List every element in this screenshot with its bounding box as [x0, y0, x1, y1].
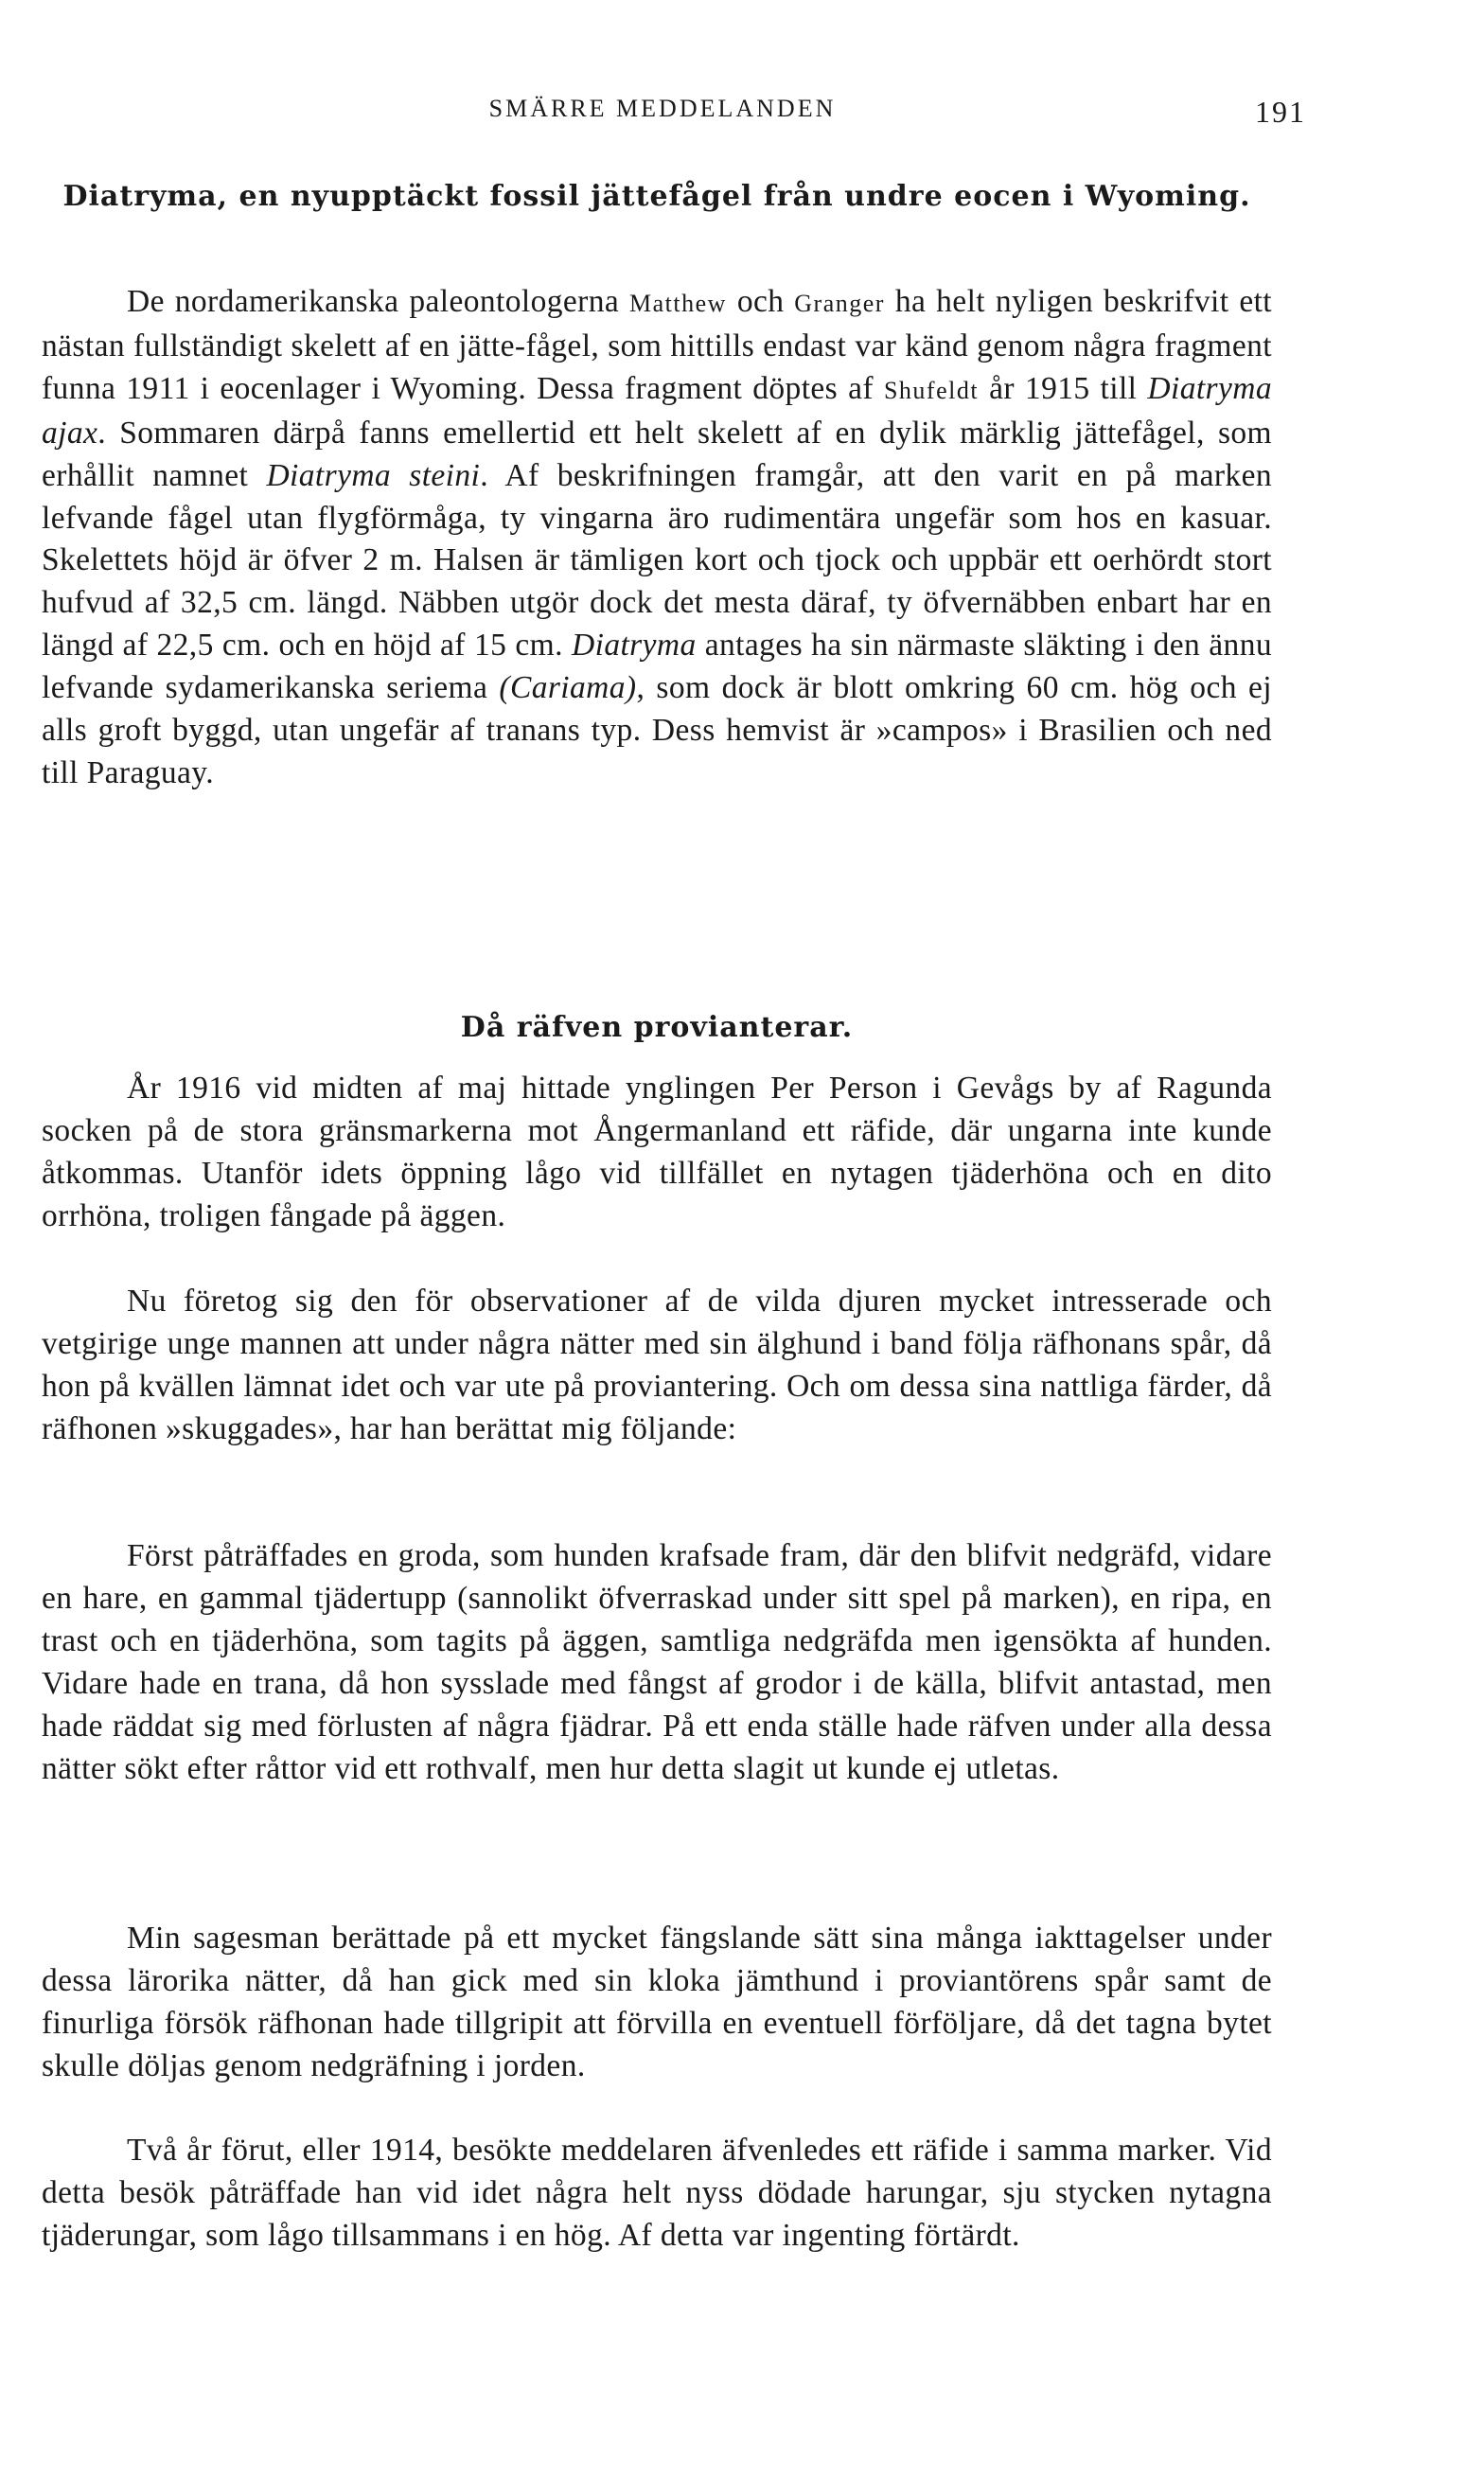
paragraph-diatryma: [42, 281, 1272, 795]
text-segment: . Af beskrifningen framgår, att den varit en på marken lefvande fågel utan flygförmåga, ty vingarna äro rudimentära ungefär som hos en kasuar. Skelettets höjd är öfver 2 m. Halsen är tämligen kort och tjock och uppbär ett oerhördt stort hufvud af 32,5 cm. längd. Näbben utgör dock det mesta däraf, ty öfvernäbben enbart har en längd af 22,5 cm. och en höjd af 15 cm.: [42, 457, 1273, 664]
paragraph-text: Nu företog sig den för observationer af de vilda djuren mycket intresserade och vetgirige unge mannen att under några nätter med sin älghund i band följa räfhonans spår, då hon på kvällen lämnat idet och var ute på proviantering. Och om dessa sina nattliga färder, då räfhonen »skuggades», har han berättat mig följande:: [42, 1284, 1272, 1446]
paragraph: [42, 2130, 1272, 2258]
author-name-matthew: Matthew: [629, 290, 727, 317]
section-title-diatryma: Diatryma, en nyupptäckt fossil jättefågel från undre eocen i Wyoming.: [62, 180, 1251, 213]
text-segment: De nordamerikanska paleontologerna: [127, 284, 630, 319]
species-name-diatryma-steini: Diatryma steini: [266, 457, 481, 493]
author-name-shufeldt: Shufeldt: [883, 376, 980, 404]
paragraph: [42, 1068, 1272, 1238]
text-segment: ha helt nyligen beskrifvit ett nästan fullständigt skelett af en jätte-fågel, som hittills endast var känd genom några fragment funna 1911 i eocenlager i Wyoming. Dessa fragment döptes af: [42, 284, 1272, 406]
author-name-granger: Granger: [794, 290, 885, 317]
paragraph-text: Två år förut, eller 1914, besökte meddelaren äfvenledes ett räfide i samma marker. Vid detta besök påträffade han vid idet några helt nyss dödade harungar, sju stycken nytagna tjäderungar, som lågo tillsammans i en hög. Af detta var ingenting förtärdt.: [42, 2133, 1272, 2253]
genus-name-cariama: (Cariama): [499, 670, 637, 706]
paragraph-text: År 1916 vid midten af maj hittade ynglingen Per Person i Gevågs by af Ragunda socken på de stora gränsmarkerna mot Ångermanland ett räfide, där ungarna inte kunde åtkommas. Utanför idets öppning lågo vid tillfället en nytagen tjäderhöna och en dito orrhöna, troligen fångade på äggen.: [42, 1071, 1272, 1233]
paragraph-text: Först påträffades en groda, som hunden krafsade fram, där den blifvit nedgräfd, vidare en hare, en gammal tjädertupp (sannolikt öfverraskad under sitt spel på marken), en ripa, en trast och en tjäderhöna, som tagits på äggen, samtliga nedgräfda men igensökta af hunden. Vidare hade en trana, då hon sysslade med fångst af grodor i de källa, blifvit antastad, men hade räddat sig med förlusten af några fjädrar. På ett enda ställe hade räfven under alla dessa nätter sökt efter råttor vid ett rothvalf, men hur detta slagit ut kunde ej utletas.: [42, 1538, 1272, 1786]
text-segment: år 1915 till: [979, 370, 1148, 406]
paragraph: [42, 1535, 1272, 1790]
paragraph: [42, 1918, 1272, 2088]
paragraph: [42, 1281, 1272, 1451]
text-segment: antages ha sin närmaste släkting i den ännu lefvande sydamerikanska seriema: [42, 628, 1272, 706]
text-segment: och: [726, 284, 795, 319]
section-title-rafven: Då räfven provianterar.: [460, 1011, 854, 1044]
text-segment: , som dock är blott omkring 60 cm. hög och ej alls groft byggd, utan ungefär af tranans typ. Dess hemvist är »campos» i Brasilien och ned till Paraguay.: [42, 670, 1272, 790]
text-segment: . Sommaren därpå fanns emellertid ett helt skelett af en dylik märklig jättefågel, som erhållit namnet: [42, 415, 1272, 493]
paragraph-text: Min sagesman berättade på ett mycket fängslande sätt sina många iakttagelser under dessa lärorika nätter, då han gick med sin kloka jämthund i proviantörens spår samt de finurliga försök räfhonan hade tillgripit att förvilla en eventuell förföljare, då det tagna bytet skulle döljas genom nedgräfning i jorden.: [42, 1921, 1272, 2083]
genus-name-diatryma: Diatryma: [572, 628, 697, 664]
running-head: [0, 95, 1484, 133]
page-number: 191: [1255, 95, 1306, 129]
running-title: SMÄRRE MEDDELANDEN: [488, 95, 837, 122]
species-name-diatryma-ajax: Diatryma ajax: [42, 370, 1272, 451]
